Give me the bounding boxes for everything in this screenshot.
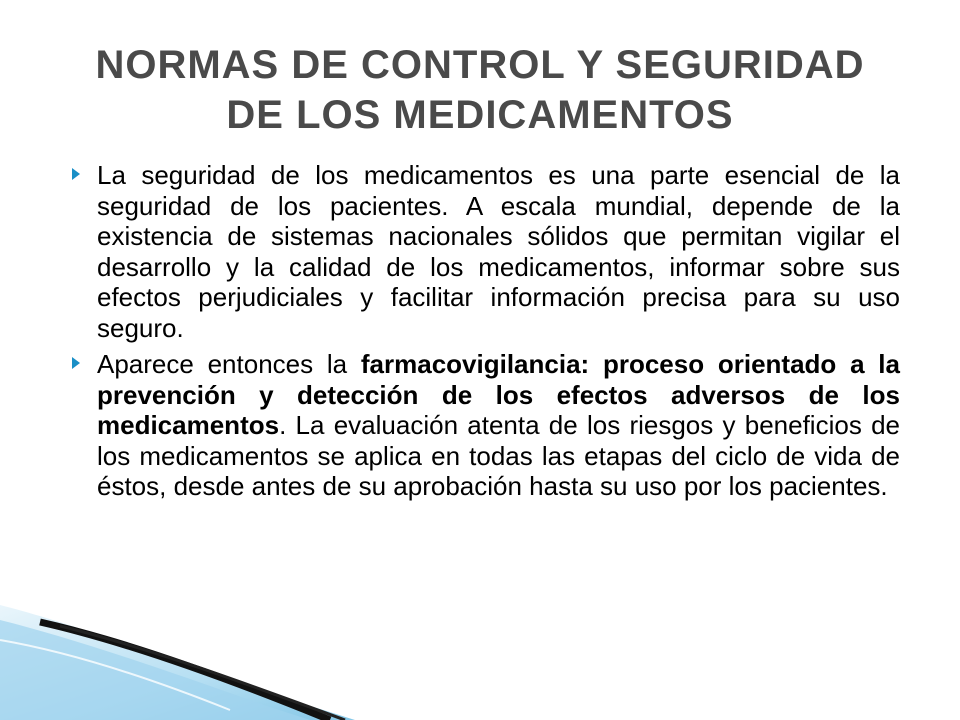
bullet-item-1 [70,160,900,343]
wave-dark-stroke-2 [60,626,345,720]
wave-white-line [0,640,230,710]
wave-mid-shape [0,620,310,720]
slide-title [40,40,920,140]
bullet-2-bold-definition: farmacovigilancia: proceso orientado a la prevención y detección de los efectos adversos de los medicamentos [97,349,900,440]
bullet-item-2 [70,349,900,502]
triangle-bullet-icon [72,357,80,369]
title-line-2: DE LOS MEDICAMENTOS [226,93,734,137]
bullet-2-rest: . La evaluación atenta de los riesgos y beneficios de los medicamentos se aplica en todas las etapas del ciclo de vida de éstos, desde antes de su aprobación hasta su uso por los pacientes. [97,410,900,501]
wave-dark-stroke [40,622,330,720]
bullet-list [70,160,900,508]
title-line-1: NORMAS DE CONTROL Y SEGURIDAD [95,43,865,87]
wave-light-shape [0,605,355,720]
bullet-2-intro: Aparece entonces la [97,349,361,379]
bullet-1-text: La seguridad de los medicamentos es una parte esencial de la seguridad de los pacientes. A escala mundial, depende de la existencia de sistemas nacionales sólidos que permitan vigilar el desarrollo y la calidad de los medicamentos, informar sobre sus efectos perjudiciales y facilitar información precisa para su uso seguro. [97,160,900,343]
triangle-bullet-icon [72,168,80,180]
